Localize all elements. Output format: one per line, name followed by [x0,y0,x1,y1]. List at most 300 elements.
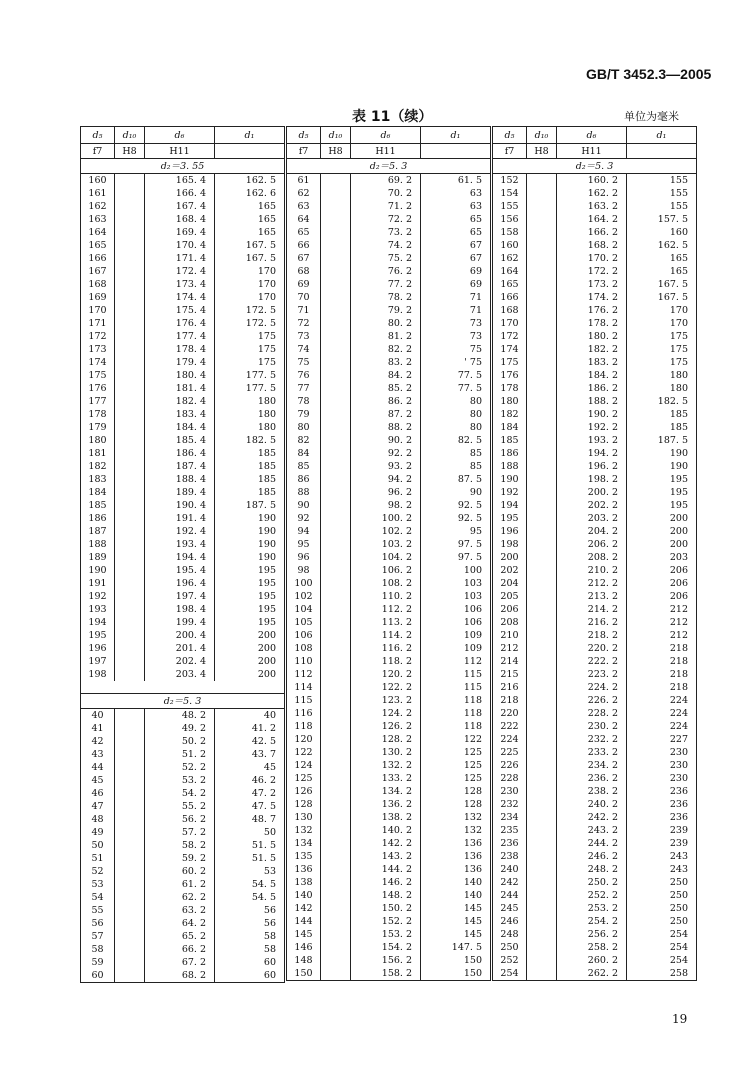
cell-d6: 84. 2 [351,369,421,382]
cell-d5: 252 [493,954,527,967]
cell-d1: 236 [627,785,697,798]
cell-d1: 167. 5 [627,278,697,291]
cell-d6: 88. 2 [351,421,421,434]
cell-d10 [321,512,351,525]
cell-d1: 254 [627,928,697,941]
cell-d1: 125 [421,772,491,785]
cell-d5: 64 [287,213,321,226]
cell-d10 [321,252,351,265]
cell-d5: 104 [287,603,321,616]
cell-d6: 48. 2 [145,709,215,723]
table-block-3 [492,126,697,981]
cell-d1: 75 [421,343,491,356]
cell-d6: 54. 2 [145,787,215,800]
cell-d6: 178. 2 [557,317,627,330]
cell-d5: 182 [493,408,527,421]
cell-d5: 226 [493,759,527,772]
cell-d1: 43. 7 [215,748,285,761]
cell-d6: 253. 2 [557,902,627,915]
cell-d10 [115,213,145,226]
table-row [287,226,491,239]
cell-d10 [321,850,351,863]
cell-d6: 202. 2 [557,499,627,512]
table-row [287,343,491,356]
cell-d5: 75 [287,356,321,369]
cell-d6: 98. 2 [351,499,421,512]
table-row [493,538,697,551]
cell-d10 [321,759,351,772]
cell-d10 [321,772,351,785]
cell-d10 [321,187,351,200]
cell-d6: 256. 2 [557,928,627,941]
cell-d10 [527,785,557,798]
cell-d1: 145 [421,902,491,915]
cell-d10 [115,239,145,252]
table-row [287,668,491,681]
cell-d6: 113. 2 [351,616,421,629]
cell-d6: 193. 2 [557,434,627,447]
cell-d5: 184 [493,421,527,434]
table-row [81,265,285,278]
cell-d1: 190 [215,525,285,538]
cell-d6: 52. 2 [145,761,215,774]
cell-d6: 56. 2 [145,813,215,826]
cell-d5: 191 [81,577,115,590]
cell-d5: 48 [81,813,115,826]
table-row [287,486,491,499]
cell-d6: 160. 2 [557,174,627,188]
cell-d5: 218 [493,694,527,707]
cell-d1: 187. 5 [627,434,697,447]
table-row [81,200,285,213]
cell-d10 [115,668,145,681]
cell-d1: 165 [627,252,697,265]
cell-d1: 170 [215,291,285,304]
cell-d5: 122 [287,746,321,759]
cell-d5: 80 [287,421,321,434]
cell-d5: 68 [287,265,321,278]
cell-d1: 195 [215,616,285,629]
cell-d10 [321,174,351,188]
cell-d10 [527,603,557,616]
cell-d1: 58 [215,943,285,956]
table-row [81,709,285,723]
cell-d5: 49 [81,826,115,839]
table-row [493,967,697,981]
table-row [493,616,697,629]
cell-d6: 73. 2 [351,226,421,239]
section-row [493,159,697,174]
table-row [287,564,491,577]
cell-d5: 163 [81,213,115,226]
cell-d10 [527,239,557,252]
cell-d10 [115,174,145,188]
table-block-2 [286,126,491,981]
cell-d1: 118 [421,707,491,720]
cell-d10 [115,787,145,800]
table-row [493,382,697,395]
table-row [287,317,491,330]
cell-d6: 106. 2 [351,564,421,577]
tolerance-row [81,144,285,159]
cell-d5: 112 [287,668,321,681]
cell-d5: 196 [493,525,527,538]
cell-d10 [115,774,145,787]
cell-d5: 205 [493,590,527,603]
cell-d5: 158 [493,226,527,239]
table-row [81,408,285,421]
cell-d1: 132 [421,811,491,824]
table-row [493,174,697,188]
cell-d10 [527,551,557,564]
cell-d5: 215 [493,668,527,681]
cell-d10 [115,330,145,343]
cell-d6: 214. 2 [557,603,627,616]
cell-d6: 203. 2 [557,512,627,525]
cell-d1: 162. 5 [215,174,285,188]
table-row [493,226,697,239]
cell-d6: 199. 4 [145,616,215,629]
cell-d1: 212 [627,629,697,642]
cell-d1: 167. 5 [215,239,285,252]
cell-d5: 186 [493,447,527,460]
cell-d6: 110. 2 [351,590,421,603]
cell-d5: 245 [493,902,527,915]
cell-d10 [321,720,351,733]
section-header: d₂＝5. 3 [493,159,697,174]
table-row [81,616,285,629]
cell-d6: 96. 2 [351,486,421,499]
cell-d10 [527,499,557,512]
table-row [81,904,285,917]
cell-d5: 56 [81,917,115,930]
cell-d6: 79. 2 [351,304,421,317]
tolerance-header [627,144,697,159]
cell-d10 [321,811,351,824]
cell-d10 [527,421,557,434]
cell-d1: 80 [421,395,491,408]
cell-d1: 115 [421,681,491,694]
cell-d6: 233. 2 [557,746,627,759]
cell-d5: 166 [81,252,115,265]
cell-d10 [115,421,145,434]
cell-d5: 90 [287,499,321,512]
cell-d10 [527,200,557,213]
cell-d10 [527,473,557,486]
cell-d6: 184. 4 [145,421,215,434]
cell-d5: 128 [287,798,321,811]
cell-d10 [115,304,145,317]
cell-d5: 178 [493,382,527,395]
cell-d10 [115,564,145,577]
cell-d1: 254 [627,941,697,954]
cell-d6: 218. 2 [557,629,627,642]
cell-d1: 136 [421,863,491,876]
cell-d10 [115,408,145,421]
cell-d10 [115,891,145,904]
cell-d10 [321,668,351,681]
cell-d5: 180 [81,434,115,447]
cell-d10 [321,395,351,408]
cell-d10 [115,590,145,603]
cell-d10 [321,330,351,343]
cell-d1: 41. 2 [215,722,285,735]
cell-d6: 190. 2 [557,408,627,421]
tolerance-header [215,144,285,159]
cell-d5: 150 [287,967,321,981]
cell-d5: 47 [81,800,115,813]
cell-d6: 90. 2 [351,434,421,447]
cell-d5: 66 [287,239,321,252]
cell-d6: 201. 4 [145,642,215,655]
cell-d6: 126. 2 [351,720,421,733]
cell-d6: 162. 2 [557,187,627,200]
cell-d1: 230 [627,746,697,759]
cell-d1: 155 [627,174,697,188]
cell-d5: 235 [493,824,527,837]
header-row [493,127,697,144]
cell-d6: 76. 2 [351,265,421,278]
cell-d6: 180. 2 [557,330,627,343]
cell-d5: 118 [287,720,321,733]
cell-d10 [527,850,557,863]
cell-d10 [115,473,145,486]
cell-d5: 198 [81,668,115,681]
cell-d1: 212 [627,603,697,616]
table-row [493,681,697,694]
cell-d10 [115,761,145,774]
cell-d10 [321,356,351,369]
cell-d1: 239 [627,824,697,837]
cell-d10 [115,486,145,499]
table-row [81,774,285,787]
cell-d1: 185 [215,447,285,460]
cell-d10 [115,956,145,969]
cell-d1: 103 [421,577,491,590]
cell-d6: 262. 2 [557,967,627,981]
cell-d1: 136 [421,837,491,850]
cell-d10 [115,655,145,668]
cell-d6: 134. 2 [351,785,421,798]
cell-d1: 82. 5 [421,434,491,447]
table-row [81,395,285,408]
cell-d6: 236. 2 [557,772,627,785]
cell-d1: 92. 5 [421,499,491,512]
cell-d5: 192 [81,590,115,603]
cell-d10 [527,941,557,954]
cell-d5: 166 [493,291,527,304]
unit-note: 单位为毫米 [624,110,679,123]
table-row [493,395,697,408]
cell-d6: 186. 4 [145,447,215,460]
cell-d5: 240 [493,863,527,876]
cell-d5: 40 [81,709,115,723]
cell-d1: 157. 5 [627,213,697,226]
table-row [493,356,697,369]
cell-d6: 187. 4 [145,460,215,473]
cell-d5: 195 [81,629,115,642]
cell-d10 [527,759,557,772]
cell-d10 [321,902,351,915]
cell-d10 [321,421,351,434]
cell-d10 [321,746,351,759]
table-row [287,915,491,928]
cell-d1: 172. 5 [215,317,285,330]
section-row [287,159,491,174]
cell-d6: 244. 2 [557,837,627,850]
cell-d1: 224 [627,694,697,707]
table-row [287,928,491,941]
cell-d5: 96 [287,551,321,564]
table-row [493,824,697,837]
cell-d10 [321,707,351,720]
table-row [493,278,697,291]
cell-d10 [321,473,351,486]
cell-d6: 226. 2 [557,694,627,707]
cell-d10 [321,447,351,460]
cell-d5: 242 [493,876,527,889]
cell-d1: 150 [421,967,491,981]
cell-d1: 48. 7 [215,813,285,826]
section-header: d₂＝3. 55 [81,159,285,174]
cell-d5: 176 [493,369,527,382]
cell-d10 [527,876,557,889]
cell-d1: 190 [627,447,697,460]
cell-d10 [321,265,351,278]
cell-d1: 45 [215,761,285,774]
cell-d1: 195 [627,499,697,512]
cell-d6: 176. 2 [557,304,627,317]
table-row [81,421,285,434]
cell-d5: 155 [493,200,527,213]
cell-d10 [115,865,145,878]
cell-d10 [115,904,145,917]
table-row [287,239,491,252]
table-row [493,512,697,525]
cell-d5: 125 [287,772,321,785]
table-row [81,655,285,668]
cell-d6: 120. 2 [351,668,421,681]
table-row [493,252,697,265]
cell-d5: 110 [287,655,321,668]
cell-d6: 61. 2 [145,878,215,891]
cell-d5: 164 [493,265,527,278]
table-row [493,772,697,785]
cell-d6: 182. 4 [145,395,215,408]
cell-d1: 182. 5 [627,395,697,408]
cell-d1: 195 [215,564,285,577]
cell-d6: 104. 2 [351,551,421,564]
cell-d5: 126 [287,785,321,798]
cell-d6: 174. 4 [145,291,215,304]
cell-d10 [321,239,351,252]
cell-d1: 53 [215,865,285,878]
cell-d1: 65 [421,226,491,239]
cell-d6: 170. 4 [145,239,215,252]
column-header: d₅ [81,127,115,144]
cell-d6: 243. 2 [557,824,627,837]
table-row [81,304,285,317]
table-row [81,564,285,577]
cell-d10 [527,304,557,317]
table-row [81,930,285,943]
cell-d6: 191. 4 [145,512,215,525]
cell-d1: 60 [215,969,285,983]
table-row [81,499,285,512]
cell-d6: 50. 2 [145,735,215,748]
cell-d1: 195 [627,473,697,486]
table-row [287,551,491,564]
column-header: d₁₀ [115,127,145,144]
cell-d5: 171 [81,317,115,330]
cell-d10 [321,837,351,850]
cell-d5: 200 [493,551,527,564]
cell-d1: 112 [421,655,491,668]
table-row [287,798,491,811]
cell-d1: 56 [215,904,285,917]
cell-d1: 128 [421,798,491,811]
cell-d1: 61. 5 [421,174,491,188]
table-row [287,200,491,213]
cell-d5: 193 [81,603,115,616]
cell-d5: 69 [287,278,321,291]
table-row [81,813,285,826]
table-row [81,486,285,499]
cell-d6: 188. 2 [557,395,627,408]
table-row [287,395,491,408]
cell-d10 [115,826,145,839]
table-row [81,525,285,538]
cell-d5: 188 [493,460,527,473]
cell-d1: 239 [627,837,697,850]
table-row [287,213,491,226]
table-row [287,408,491,421]
cell-d5: 216 [493,681,527,694]
table-row [287,525,491,538]
cell-d5: 73 [287,330,321,343]
table-row [287,447,491,460]
cell-d5: 130 [287,811,321,824]
column-header: d₁₀ [527,127,557,144]
cell-d10 [527,863,557,876]
cell-d6: 179. 4 [145,356,215,369]
table-row [81,577,285,590]
cell-d6: 60. 2 [145,865,215,878]
table-row [81,590,285,603]
cell-d5: 234 [493,811,527,824]
cell-d6: 87. 2 [351,408,421,421]
table-row [287,512,491,525]
cell-d1: 125 [421,759,491,772]
cell-d5: 222 [493,720,527,733]
cell-d5: 105 [287,616,321,629]
cell-d6: 144. 2 [351,863,421,876]
cell-d5: 114 [287,681,321,694]
cell-d5: 154 [493,187,527,200]
cell-d10 [527,265,557,278]
table-row [287,707,491,720]
cell-d5: 148 [287,954,321,967]
table-row [493,668,697,681]
cell-d6: 180. 4 [145,369,215,382]
cell-d6: 185. 4 [145,434,215,447]
cell-d1: 54. 5 [215,891,285,904]
cell-d10 [321,629,351,642]
cell-d5: 160 [493,239,527,252]
column-header: d₅ [287,127,321,144]
cell-d1: 118 [421,720,491,733]
cell-d5: 82 [287,434,321,447]
